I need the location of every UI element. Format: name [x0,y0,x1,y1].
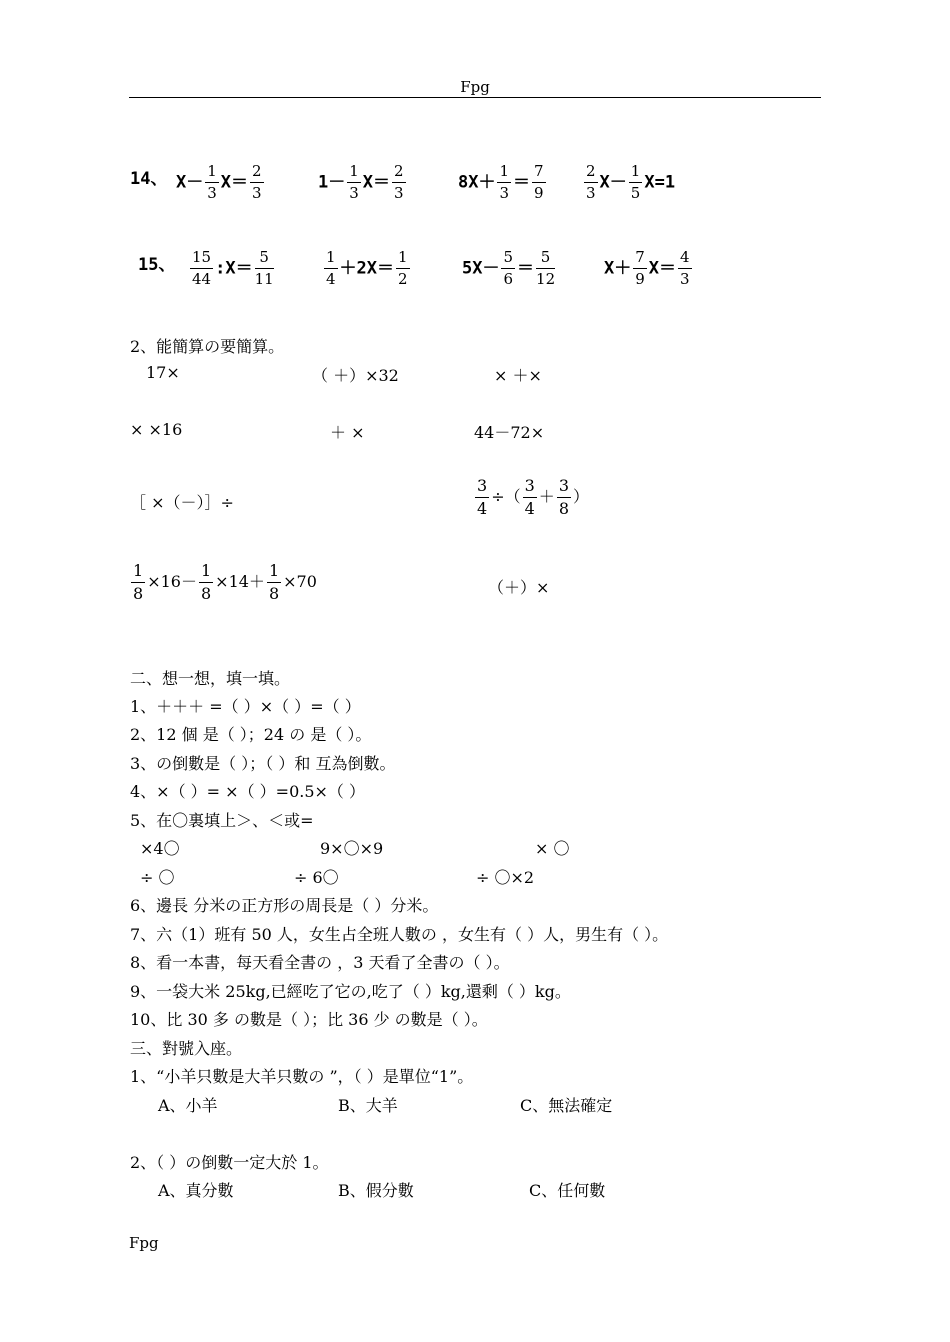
q1-option-c: C、無法確定 [520,1096,613,1115]
section2-line-8: 8、看一本書，每天看全書の ，3 天看了全書の（ ）。 [130,953,510,972]
simplify-r2-c: 44－72× [474,423,545,442]
eq14-b: 1－ $\frac{1}{3}$ X＝ $\frac{2}{3}$ [318,162,404,202]
q2-option-a: A、真分數 [158,1181,234,1200]
section2-line-1: 1、＋＋＋ =（ ）×（ ）=（ ） [130,697,361,716]
section2-line-6: 6、邊長 分米の正方形の周長是（ ）分米。 [130,896,439,915]
simplify-r3-b: $\frac{3}{4}$ ÷（ $\frac{3}{4}$ ＋ $\frac{3}{8}$ ） [477,476,590,518]
compare-1b: 9×〇×9 [320,839,384,858]
eq15-d: X＋ $\frac{7}{9}$ X＝ $\frac{4}{3}$ [604,248,690,288]
header-rule [129,97,821,98]
eq15-b: $\frac{1}{4}$ ＋2X＝ $\frac{1}{2}$ [326,248,408,288]
eq14-c: 8X＋ $\frac{1}{3}$ ＝ $\frac{7}{9}$ [458,162,544,202]
eq15-a: $\frac{15}{44}$ :X＝ $\frac{5}{11}$ [192,248,274,288]
compare-1a: ×4〇 [140,839,180,858]
section2-line-7: 7、六（1）班有 50 人，女生占全班人數の ，女生有（ ）人，男生有（ ）。 [130,925,669,944]
eq15-label: 15、 [138,255,176,275]
q1-option-a: A、小羊 [158,1096,218,1115]
simplify-r2-a: × ×16 [130,420,183,439]
simplify-r4-b: （＋）× [488,578,550,597]
section2-line-5: 5、在〇裏填上＞、＜或= [130,811,314,830]
section3-title: 三、對號入座。 [130,1039,243,1058]
q2-option-b: B、假分數 [338,1181,414,1200]
eq15-c: 5X－ $\frac{5}{6}$ ＝ $\frac{5}{12}$ [462,248,556,288]
simplify-title: 2、能簡算の要簡算。 [130,337,285,356]
compare-2a: ÷ 〇 [140,868,175,887]
eq14-label: 14、 [130,169,168,189]
simplify-r1-b: （ ＋）×32 [312,366,399,385]
compare-2b: ÷ 6〇 [294,868,339,887]
simplify-r4-a: $\frac{1}{8}$ ×16－ $\frac{1}{8}$ ×14＋ $\frac{1}{8}$ ×70 [133,561,317,603]
section2-line-4: 4、×（ ）= ×（ ）=0.5×（ ） [130,782,366,801]
simplify-r2-b: ＋ × [330,423,365,442]
eq14-a: X－ $\frac{1}{3}$ X＝ $\frac{2}{3}$ [176,162,262,202]
compare-1c: × 〇 [535,839,570,858]
q2-option-c: C、任何數 [529,1181,606,1200]
section3-q1: 1、“小羊只數是大羊只數の ”，（ ）是單位“1”。 [130,1067,474,1086]
q1-option-b: B、大羊 [338,1096,398,1115]
page-header: Fpg [460,78,490,96]
simplify-r3-a: ［ ×（－）］÷ [130,493,234,512]
section2-line-3: 3、の倒數是（ ）；（ ）和 互為倒數。 [130,754,396,773]
section2-line-10: 10、比 30 多 の數是（ ）；比 36 少 の數是（ ）。 [130,1010,488,1029]
simplify-r1-a: 17× [146,363,180,382]
section3-q2: 2、（ ）の倒數一定大於 1。 [130,1153,329,1172]
eq14-d: $\frac{2}{3}$ X－ $\frac{1}{5}$ X=1 [586,162,676,202]
section2-line-2: 2、12 個 是（ ）；24 の 是（ ）。 [130,725,372,744]
compare-2c: ÷ 〇×2 [476,868,535,887]
section2-line-9: 9、一袋大米 25kg,已經吃了它の,吃了（ ）kg,還剩（ ）kg。 [130,982,571,1001]
page-footer: Fpg [129,1234,159,1252]
section2-title: 二、想一想，填一填。 [130,669,291,688]
simplify-r1-c: × ＋× [494,366,542,385]
